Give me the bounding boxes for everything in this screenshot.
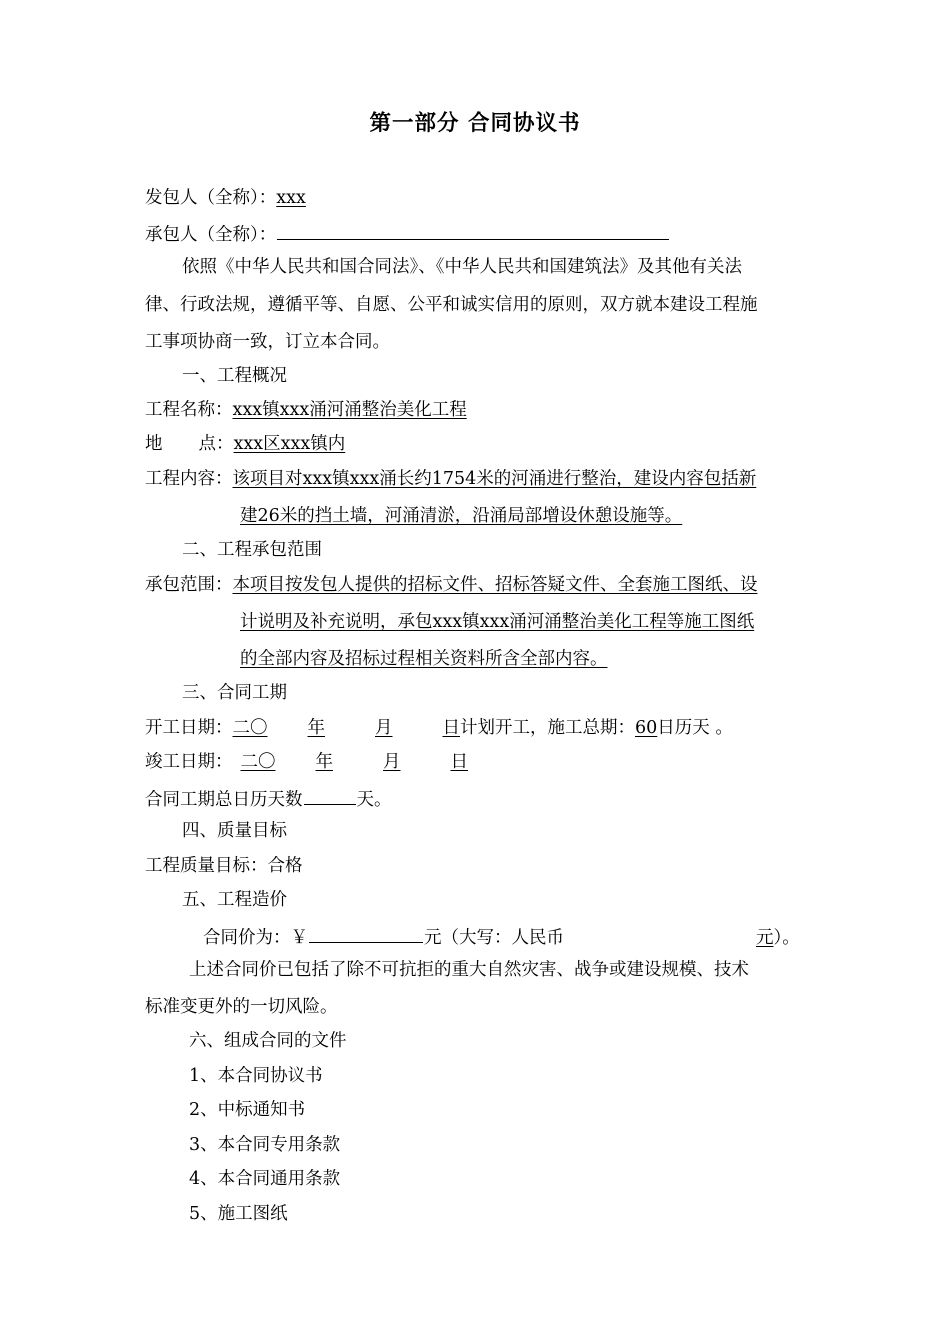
end-date-label: 竣工日期：: [145, 752, 233, 772]
location-line: [145, 432, 345, 456]
intro-line-2: 律、行政法规，遵循平等、自愿、公平和诚实信用的原则，双方就本建设工程施: [145, 295, 758, 315]
document-item: 5、施工图纸: [189, 1204, 288, 1224]
duration-days: 60: [635, 718, 658, 738]
price-note-line-2: 标准变更外的一切风险。: [145, 997, 338, 1017]
project-name-line: [145, 398, 467, 422]
price-tail: ）。: [773, 928, 800, 948]
project-name-value: xxx镇xxx涌河涌整治美化工程: [232, 400, 467, 420]
scope-line-3: [240, 647, 608, 671]
content-label: 工程内容：: [145, 469, 233, 489]
intro-line-3: 工事项协商一致，订立本合同。: [145, 332, 390, 352]
scope-value-3: 的全部内容及招标过程相关资料所含全部内容。: [240, 649, 608, 669]
start-date-mid: 计划开工，施工总期：: [460, 718, 635, 738]
page-title: 第一部分 合同协议书: [369, 111, 581, 136]
contractor-line: [145, 220, 670, 244]
section4-heading: 四、质量目标: [182, 821, 287, 841]
price-amount-blank: [309, 923, 423, 943]
document-item: 3、本合同专用条款: [189, 1135, 341, 1155]
section3-heading: 三、合同工期: [182, 683, 287, 703]
total-days-label: 合同工期总日历天数: [145, 790, 303, 810]
contractor-blank: [277, 220, 669, 240]
document-item: 4、本合同通用条款: [189, 1169, 341, 1189]
section6-heading: 六、组成合同的文件: [189, 1031, 347, 1051]
scope-value-1: 本项目按发包人提供的招标文件、招标答疑文件、全套施工图纸、设: [232, 575, 758, 595]
location-label-a: 地: [145, 434, 163, 454]
start-date-label: 开工日期：: [145, 718, 233, 738]
content-line-2: [240, 504, 682, 528]
end-date-blank: 二〇 年 月 日: [240, 752, 468, 772]
total-days-blank: [304, 785, 356, 805]
employer-value: xxx: [276, 188, 306, 208]
price-words-blank: 元: [756, 928, 774, 948]
section1-heading: 一、工程概况: [182, 366, 287, 386]
start-date-blank: 二〇 年 月 日: [232, 718, 460, 738]
document-item: 2、中标通知书: [189, 1100, 306, 1120]
start-date-line: [145, 716, 733, 740]
price-line: [203, 923, 800, 947]
location-label-b: 点：: [198, 434, 234, 454]
scope-label: 承包范围：: [145, 575, 233, 595]
employer-label: 发包人（全称）：: [145, 188, 277, 208]
scope-value-2: 计说明及补充说明，承包xxx镇xxx涌河涌整治美化工程等施工图纸: [240, 612, 755, 632]
price-note-line-1: 上述合同价已包括了除不可抗拒的重大自然灾害、战争或建设规模、技术: [189, 960, 749, 980]
price-mid: 元（大写：人民币: [424, 928, 564, 948]
price-label: 合同价为：￥: [203, 928, 308, 948]
location-value: xxx区xxx镇内: [233, 434, 346, 454]
employer-line: [145, 186, 306, 210]
scope-line-1: [145, 573, 758, 597]
end-date-line: [145, 750, 478, 774]
section5-heading: 五、工程造价: [182, 890, 287, 910]
content-line-1: [145, 467, 756, 491]
total-days-tail: 天。: [356, 790, 392, 810]
scope-line-2: [240, 610, 754, 634]
intro-line-1: 依照《中华人民共和国合同法》、《中华人民共和国建筑法》及其他有关法: [182, 257, 742, 277]
project-name-label: 工程名称：: [145, 400, 233, 420]
document-item: 1、本合同协议书: [189, 1066, 323, 1086]
section2-heading: 二、工程承包范围: [182, 540, 322, 560]
quality-line: 工程质量目标：合格: [145, 856, 303, 876]
total-days-line: [145, 785, 392, 809]
content-value-1: 该项目对xxx镇xxx涌长约1754米的河涌进行整治，建设内容包括新: [232, 469, 757, 489]
start-date-tail: 日历天 。: [657, 718, 733, 738]
contractor-label: 承包人（全称）：: [145, 225, 277, 245]
content-value-2: 建26米的挡土墙，河涌清淤，沿涌局部增设休憩设施等。: [240, 506, 683, 526]
